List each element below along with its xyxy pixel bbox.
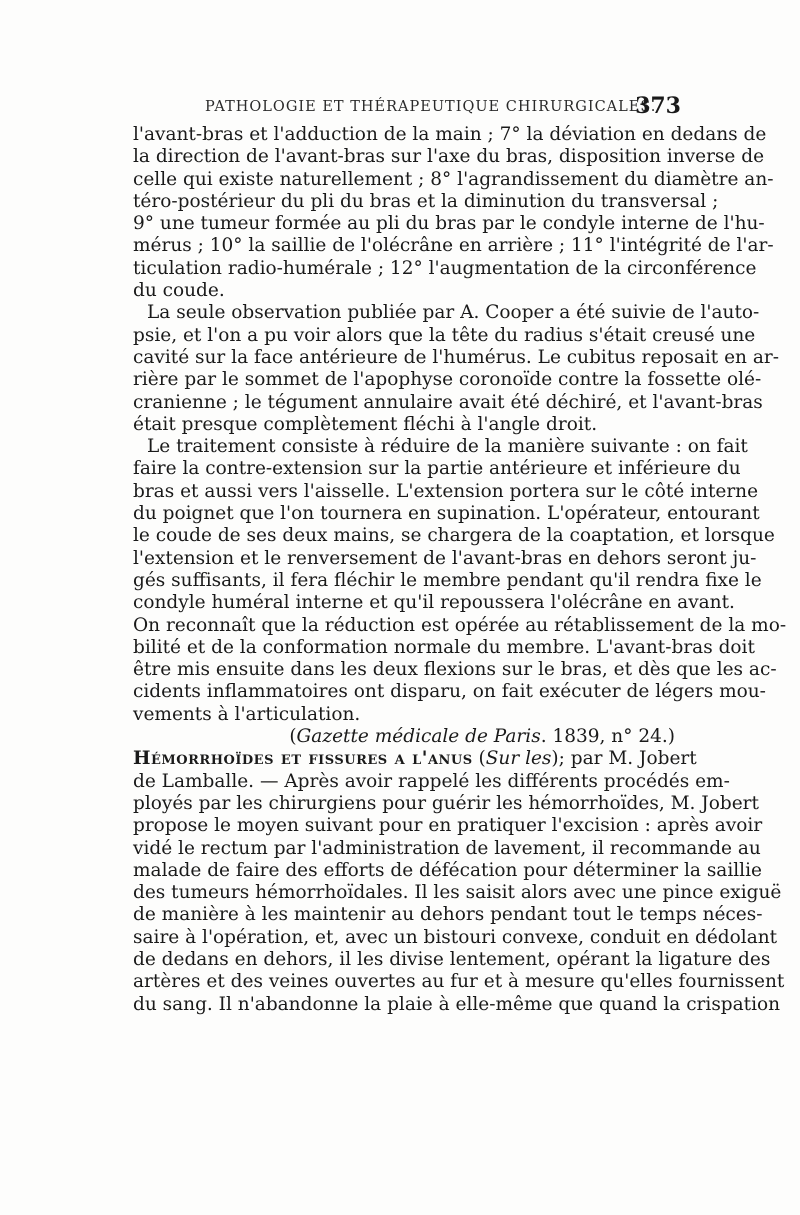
text-line: On reconnaît que la réduction est opérée au rétablissement de la mo- xyxy=(133,614,787,636)
text-line: bras et aussi vers l'aisselle. L'extension portera sur le côté interne xyxy=(133,480,759,502)
text-line: du poignet que l'on tournera en supination. L'opérateur, entourant xyxy=(133,503,760,525)
page-number: 373 xyxy=(635,93,681,119)
text-line: cavité sur la face antérieure de l'humérus. Le cubitus reposait en ar- xyxy=(133,346,779,368)
text-line: bilité et de la conformation normale du membre. L'avant-bras doit xyxy=(133,636,755,658)
text-line: des tumeurs hémorrhoïdales. Il les saisit alors avec une pince exiguë xyxy=(133,882,782,904)
section-heading-author: ; par M. Jobert xyxy=(558,748,697,770)
text-line: vidé le rectum par l'administration de lavement, il recommande au xyxy=(133,837,761,859)
body-text xyxy=(133,124,787,1016)
text-line: était presque complètement fléchi à l'angle droit. xyxy=(133,413,598,435)
text-line: l'extension et le renversement de l'avant-bras en dehors seront ju- xyxy=(133,547,757,569)
section-hemorrhoids xyxy=(133,748,785,1016)
text-line: être mis ensuite dans les deux flexions sur le bras, et dès que les ac- xyxy=(133,659,777,681)
text-line: Le traitement consiste à réduire de la manière suivante : on fait xyxy=(147,436,748,458)
text-line: ticulation radio-humérale ; 12° l'augmentation de la circonférence xyxy=(133,257,757,279)
text-line: gés suffisants, il fera fléchir le membre pendant qu'il rendra fixe le xyxy=(133,569,762,591)
text-line: condyle huméral interne et qu'il repoussera l'olécrâne en avant. xyxy=(133,592,735,614)
text-line: la direction de l'avant-bras sur l'axe du bras, disposition inverse de xyxy=(133,146,765,168)
text-line: faire la contre-extension sur la partie antérieure et inférieure du xyxy=(133,458,741,480)
text-line: du sang. Il n'abandonne la plaie à elle-même que quand la crispation xyxy=(133,993,781,1015)
paragraph-observation xyxy=(133,302,779,436)
text-line: vements à l'articulation. xyxy=(133,703,361,725)
text-line: malade de faire des efforts de défécation pour déterminer la saillie xyxy=(133,859,762,881)
text-line: le coude de ses deux mains, se chargera de la coaptation, et lorsque xyxy=(133,525,775,547)
text-line: saire à l'opération, et, avec un bistouri convexe, conduit en dédolant xyxy=(133,926,778,948)
reference-source: Gazette médicale de Paris xyxy=(296,726,541,748)
section-heading: Hémorrhoïdes et fissures a l'anus xyxy=(133,748,473,770)
text-line: cranienne ; le tégument annulaire avait été déchiré, et l'avant-bras xyxy=(133,391,763,413)
reference-details: . 1839, n° 24.) xyxy=(540,726,675,748)
text-line: rière par le sommet de l'apophyse coronoïde contre la fossette olé- xyxy=(133,369,762,391)
text-line: de dedans en dehors, il les divise lentement, opérant la ligature des xyxy=(133,948,771,970)
section-heading-sub: Sur les xyxy=(485,748,552,770)
text-line: ployés par les chirurgiens pour guérir les hémorrhoïdes, M. Jobert xyxy=(133,792,759,814)
text-line: du coude. xyxy=(133,280,225,302)
text-line: artères et des veines ouvertes au fur et à mesure qu'elles fournissent xyxy=(133,971,785,993)
section-heading-line: Hémorrhoïdes et fissures a l'anus (Sur les); par M. Jobert xyxy=(133,748,697,770)
text-line: celle qui existe naturellement ; 8° l'agrandissement du diamètre an- xyxy=(133,168,774,190)
paragraph-treatment xyxy=(133,436,787,726)
journal-reference xyxy=(133,726,681,748)
text-line: de Lamballe. — Après avoir rappelé les différents procédés em- xyxy=(133,770,730,792)
reference-open: ( xyxy=(289,726,297,748)
text-line: l'avant-bras et l'adduction de la main ; 7° la déviation en dedans de xyxy=(133,124,767,145)
text-line: téro-postérieur du pli du bras et la diminution du transversal ; xyxy=(133,190,719,212)
running-header xyxy=(133,93,681,119)
paragraph-symptoms xyxy=(133,124,774,302)
text-line: de manière à les maintenir au dehors pendant tout le temps néces- xyxy=(133,904,763,926)
running-title: PATHOLOGIE ET THÉRAPEUTIQUE CHIRURGICALES. xyxy=(205,99,657,115)
text-line: 9° une tumeur formée au pli du bras par le condyle interne de l'hu- xyxy=(133,213,765,235)
text-line: propose le moyen suivant pour en pratiquer l'excision : après avoir xyxy=(133,815,763,837)
text-line: La seule observation publiée par A. Cooper a été suivie de l'auto- xyxy=(147,302,760,324)
text-line: psie, et l'on a pu voir alors que la tête du radius s'était creusé une xyxy=(133,324,756,346)
text-line: cidents inflammatoires ont disparu, on fait exécuter de légers mou- xyxy=(133,681,766,703)
text-line: mérus ; 10° la saillie de l'olécrâne en arrière ; 11° l'intégrité de l'ar- xyxy=(133,235,774,257)
